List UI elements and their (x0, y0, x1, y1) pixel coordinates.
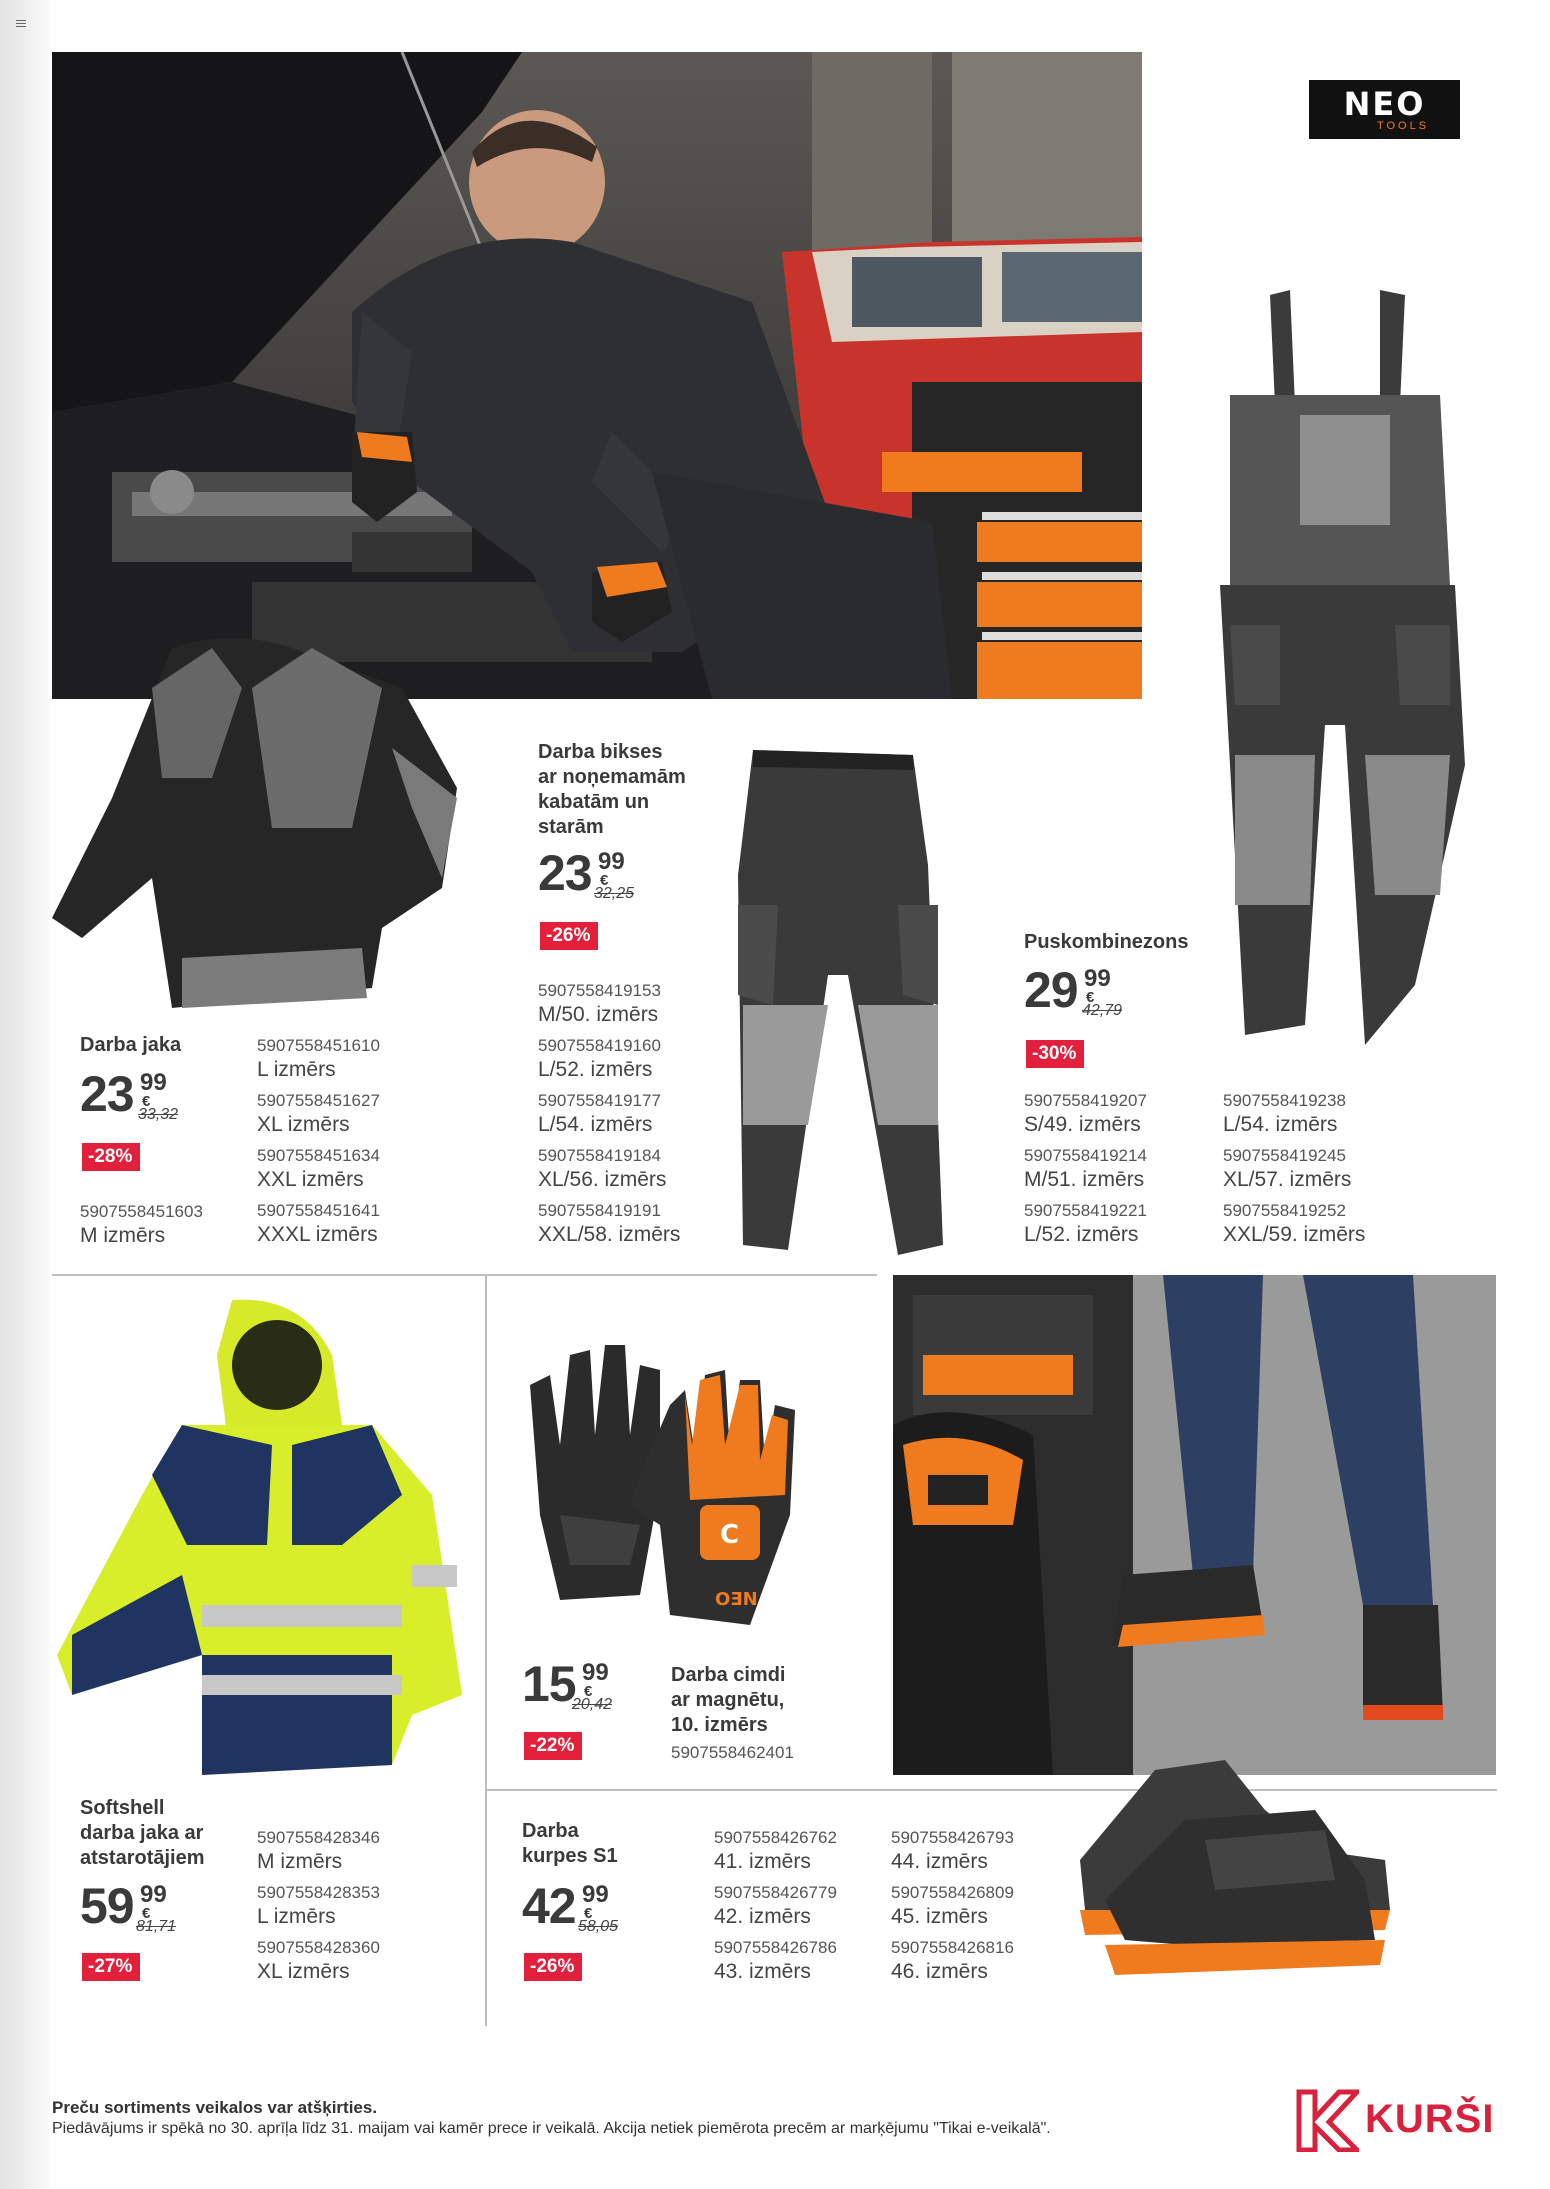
title-line: 10. izmērs (671, 1714, 768, 1736)
size-code: 5907558419238 (1223, 1091, 1346, 1110)
size-label: L/54. izmērs (538, 1113, 653, 1136)
size-label: L izmērs (257, 1058, 336, 1081)
size-code: 5907558426809 (891, 1883, 1014, 1902)
overalls-old-price: 42,79 (1082, 1002, 1123, 1019)
size-label: M/51. izmērs (1024, 1168, 1145, 1191)
shoes-size-list-right (891, 1828, 1091, 1993)
shoes-size-46 (891, 1938, 1091, 1993)
shoes-size-43 (714, 1938, 914, 1993)
trousers-discount-badge: -26% (540, 922, 598, 950)
title-line: Darba cimdi (671, 1664, 786, 1686)
shoes-size-44 (891, 1828, 1091, 1883)
trousers-price-currency: € (600, 872, 609, 889)
gloves-image (520, 1335, 810, 1625)
divider-horizontal-top (52, 1274, 877, 1276)
size-code: 5907558451627 (257, 1091, 380, 1110)
trousers-price-decimal: 99 (598, 848, 625, 875)
neo-logo-subtext: TOOLS (1376, 120, 1430, 132)
size-label: L/52. izmērs (1024, 1223, 1139, 1246)
jacket-old-price: 33,32 (138, 1106, 179, 1123)
trousers-old-price: 32,25 (594, 885, 635, 902)
footer-disclaimer: Preču sortiments veikalos var atšķirties. (52, 2098, 378, 2117)
size-label: M izmērs (80, 1224, 166, 1247)
size-code: 5907558451610 (257, 1036, 380, 1055)
jacket-size-l (257, 1036, 457, 1091)
softshell-price (80, 1878, 250, 1948)
trousers-image (728, 745, 958, 1260)
shoes-title (522, 1819, 672, 1869)
size-code: 5907558419177 (538, 1091, 661, 1110)
shoes-image (1065, 1750, 1395, 2015)
jacket-price-decimal: 99 (140, 1069, 167, 1096)
softshell-jacket-image (52, 1295, 462, 1775)
size-code: 5907558419214 (1024, 1146, 1147, 1165)
size-label: M/50. izmērs (538, 1003, 659, 1026)
title-line: atstarotājiem (80, 1847, 205, 1869)
menu-icon[interactable] (16, 20, 26, 28)
title-line: kurpes S1 (522, 1845, 618, 1867)
overalls-size-l54 (1223, 1091, 1423, 1146)
softshell-title (80, 1796, 280, 1871)
overalls-image (1205, 285, 1475, 1055)
size-label: L/54. izmērs (1223, 1113, 1338, 1136)
softshell-old-price: 81,71 (136, 1918, 177, 1935)
size-code: 5907558426779 (714, 1883, 837, 1902)
jacket-size-xxl (257, 1146, 457, 1201)
overalls-size-xxl59 (1223, 1201, 1423, 1256)
gloves-price-currency: € (584, 1683, 593, 1700)
trousers-size-l54 (538, 1091, 738, 1146)
svg-text:OƎN: OƎN (715, 1589, 758, 1610)
shoes-size-41 (714, 1828, 914, 1883)
overalls-price-decimal: 99 (1084, 965, 1111, 992)
size-label: XXXL izmērs (257, 1223, 378, 1246)
jacket-size-xl (257, 1091, 457, 1146)
overalls-price-currency: € (1086, 989, 1095, 1006)
overalls-size-m51 (1024, 1146, 1224, 1201)
neo-logo-text: NEO (1343, 85, 1426, 123)
shoes-old-price: 58,05 (578, 1918, 619, 1935)
overalls-price (1024, 962, 1194, 1032)
size-label: XL izmērs (257, 1960, 350, 1983)
jacket-price (80, 1066, 250, 1136)
title-line: starām (538, 816, 604, 838)
size-code: 5907558419184 (538, 1146, 661, 1165)
trousers-title (538, 740, 728, 840)
jacket-size-list (257, 1036, 457, 1256)
trousers-size-xxl58 (538, 1201, 738, 1256)
gloves-price-decimal: 99 (582, 1659, 609, 1686)
trousers-size-xl56 (538, 1146, 738, 1201)
gloves-discount-badge: -22% (524, 1732, 582, 1760)
kursi-logo-mark-icon (1295, 2088, 1359, 2152)
shoes-price-integer: 42 (522, 1878, 576, 1934)
gloves-price-integer: 15 (522, 1656, 576, 1712)
size-code: 5907558428360 (257, 1938, 380, 1957)
title-line: ar magnētu, (671, 1689, 785, 1711)
gloves-price (522, 1656, 692, 1726)
size-label: S/49. izmērs (1024, 1113, 1141, 1136)
softshell-price-currency: € (142, 1905, 151, 1922)
overalls-title: Puskombinezons (1024, 931, 1189, 953)
size-code: 5907558419221 (1024, 1201, 1147, 1220)
size-code: 5907558426786 (714, 1938, 837, 1957)
jacket-size-xxxl (257, 1201, 457, 1256)
size-label: 45. izmērs (891, 1905, 988, 1928)
size-code: 5907558428353 (257, 1883, 380, 1902)
overalls-size-s49 (1024, 1091, 1224, 1146)
size-code: 5907558451634 (257, 1146, 380, 1165)
size-label: 44. izmērs (891, 1850, 988, 1873)
size-label: L izmērs (257, 1905, 336, 1928)
size-label: XXL/58. izmērs (538, 1223, 681, 1246)
size-code: 5907558419245 (1223, 1146, 1346, 1165)
gloves-product-code: 5907558462401 (671, 1743, 794, 1762)
title-line: Softshell (80, 1797, 165, 1819)
size-label: M izmērs (257, 1850, 343, 1873)
trousers-size-l52 (538, 1036, 738, 1091)
size-code: 5907558419153 (538, 981, 661, 1000)
overalls-discount-badge: -30% (1026, 1040, 1084, 1068)
size-code: 5907558428346 (257, 1828, 380, 1847)
jacket-image (52, 628, 457, 1008)
page-edge-shadow (0, 0, 50, 2189)
hero-photo-mechanic (52, 52, 1142, 699)
kursi-logo-text: KURŠI (1365, 2097, 1495, 2141)
size-label: 41. izmērs (714, 1850, 811, 1873)
footer-offer-terms: Piedāvājums ir spēkā no 30. aprīļa līdz 31. maijam vai kamēr prece ir veikalā. Akcija netiek piemērota precēm ar marķējumu "Tikai e-veikalā". (52, 2120, 1051, 2137)
size-label: 43. izmērs (714, 1960, 811, 1983)
size-label: XL/56. izmērs (538, 1168, 667, 1191)
divider-vertical (485, 1274, 487, 2026)
size-code: 5907558419160 (538, 1036, 661, 1055)
neo-tools-logo (1309, 80, 1460, 139)
shoes-price-decimal: 99 (582, 1881, 609, 1908)
overalls-size-list-left (1024, 1091, 1224, 1256)
softshell-size-m (257, 1828, 457, 1883)
size-label: XXL izmērs (257, 1168, 364, 1191)
softshell-price-decimal: 99 (140, 1881, 167, 1908)
size-code: 5907558419252 (1223, 1201, 1346, 1220)
softshell-price-integer: 59 (80, 1878, 134, 1934)
shoes-price-currency: € (584, 1905, 593, 1922)
shoes-size-45 (891, 1883, 1091, 1938)
shoes-size-42 (714, 1883, 914, 1938)
trousers-size-list (538, 981, 738, 1256)
jacket-size-m (80, 1202, 280, 1257)
gloves-old-price: 20,42 (572, 1696, 613, 1713)
shoes-price (522, 1878, 692, 1948)
title-line: Darba (522, 1820, 579, 1842)
size-code: 5907558426793 (891, 1828, 1014, 1847)
overalls-size-l52 (1024, 1201, 1224, 1256)
trousers-size-m50 (538, 981, 738, 1036)
jacket-price-integer: 23 (80, 1066, 134, 1122)
title-line: darba jaka ar (80, 1822, 204, 1844)
shoes-size-list-left (714, 1828, 914, 1993)
size-code: 5907558419207 (1024, 1091, 1147, 1110)
title-line: kabatām un (538, 791, 650, 813)
title-line: Darba bikses (538, 741, 663, 763)
size-label: 42. izmērs (714, 1905, 811, 1928)
jacket-discount-badge: -28% (82, 1143, 140, 1171)
softshell-size-list (257, 1828, 457, 1993)
overalls-price-integer: 29 (1024, 962, 1078, 1018)
gloves-title (671, 1663, 871, 1738)
softshell-size-l (257, 1883, 457, 1938)
trousers-price-integer: 23 (538, 845, 592, 901)
kursi-logo (1295, 2088, 1500, 2152)
size-label: L/52. izmērs (538, 1058, 653, 1081)
size-label: XXL/59. izmērs (1223, 1223, 1366, 1246)
size-label: 46. izmērs (891, 1960, 988, 1983)
size-code: 5907558426762 (714, 1828, 837, 1847)
softshell-discount-badge: -27% (82, 1953, 140, 1981)
overalls-size-list-right (1223, 1091, 1423, 1256)
shoes-lifestyle-photo (893, 1275, 1496, 1775)
trousers-price (538, 845, 708, 915)
jacket-title: Darba jaka (80, 1034, 182, 1056)
jacket-price-currency: € (142, 1093, 151, 1110)
softshell-size-xl (257, 1938, 457, 1993)
size-label: XL izmērs (257, 1113, 350, 1136)
size-code: 5907558419191 (538, 1201, 661, 1220)
size-label: XL/57. izmērs (1223, 1168, 1352, 1191)
size-code: 5907558451641 (257, 1201, 380, 1220)
size-code: 5907558451603 (80, 1202, 203, 1221)
shoes-discount-badge: -26% (524, 1953, 582, 1981)
title-line: ar noņemamām (538, 766, 686, 788)
svg-text:C: C (720, 1520, 740, 1550)
size-code: 5907558426816 (891, 1938, 1014, 1957)
overalls-size-xl57 (1223, 1146, 1423, 1201)
